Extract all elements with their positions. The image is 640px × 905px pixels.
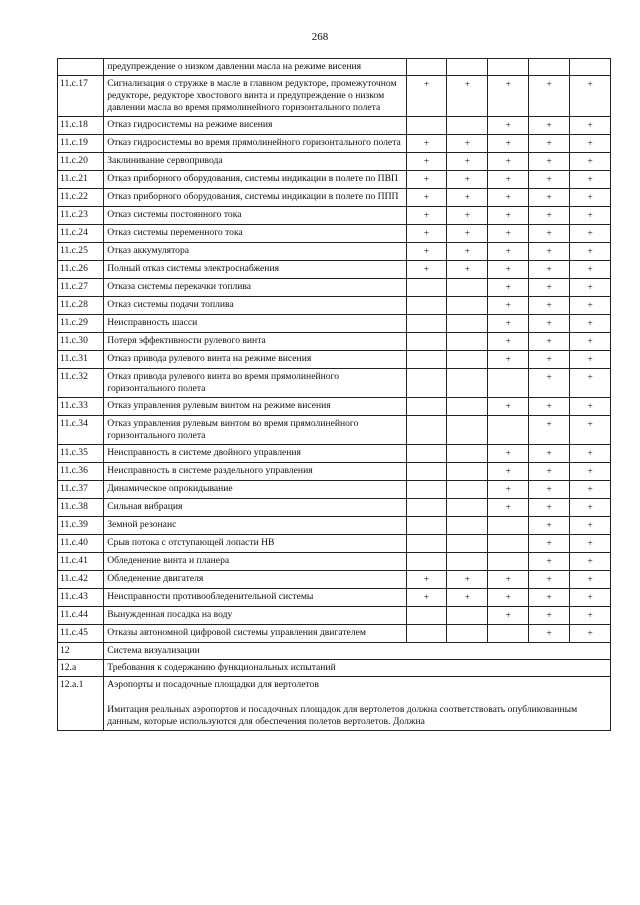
row-mark: + bbox=[570, 117, 611, 135]
row-mark: + bbox=[570, 207, 611, 225]
row-code: 11.c.41 bbox=[58, 553, 104, 571]
row-mark: + bbox=[570, 351, 611, 369]
row-mark: + bbox=[447, 153, 488, 171]
row-mark: + bbox=[529, 553, 570, 571]
row-mark: + bbox=[447, 76, 488, 117]
row-mark: + bbox=[447, 261, 488, 279]
row-mark bbox=[447, 607, 488, 625]
row-code: 11.c.44 bbox=[58, 607, 104, 625]
row-code: 11.c.26 bbox=[58, 261, 104, 279]
row-mark: + bbox=[406, 153, 447, 171]
table-row bbox=[58, 517, 611, 535]
table-row bbox=[58, 117, 611, 135]
row-mark: + bbox=[488, 481, 529, 499]
row-description: Обледенение винта и планера bbox=[104, 553, 406, 571]
row-mark: + bbox=[570, 589, 611, 607]
row-mark bbox=[447, 535, 488, 553]
table-row bbox=[58, 369, 611, 398]
row-mark: + bbox=[570, 445, 611, 463]
row-mark bbox=[406, 445, 447, 463]
row-mark: + bbox=[406, 189, 447, 207]
row-mark: + bbox=[529, 607, 570, 625]
row-mark: + bbox=[406, 207, 447, 225]
row-mark bbox=[447, 369, 488, 398]
row-code: 11.c.38 bbox=[58, 499, 104, 517]
row-description: Отказ гидросистемы на режиме висения bbox=[104, 117, 406, 135]
row-mark: + bbox=[529, 535, 570, 553]
row-mark: + bbox=[529, 351, 570, 369]
row-code: 11.c.45 bbox=[58, 625, 104, 643]
row-mark bbox=[406, 279, 447, 297]
row-description: Неисправность в системе двойного управления bbox=[104, 445, 406, 463]
row-mark bbox=[406, 607, 447, 625]
section-row bbox=[58, 643, 611, 660]
table-row bbox=[58, 481, 611, 499]
row-mark bbox=[488, 416, 529, 445]
row-description: Отказ аккумулятора bbox=[104, 243, 406, 261]
row-mark bbox=[406, 499, 447, 517]
row-mark: + bbox=[406, 589, 447, 607]
row-description: Сигнализация о стружке в масле в главном редукторе, промежуточном редукторе, редукторе хвостового винта и предупреждение о низком давлении масла во время прямолинейного горизонтального полета bbox=[104, 76, 406, 117]
row-mark: + bbox=[529, 76, 570, 117]
row-mark: + bbox=[488, 117, 529, 135]
row-code: 11.c.34 bbox=[58, 416, 104, 445]
row-mark: + bbox=[488, 135, 529, 153]
row-mark: + bbox=[488, 279, 529, 297]
row-code: 11.c.42 bbox=[58, 571, 104, 589]
page-number: 268 bbox=[311, 31, 329, 43]
row-mark bbox=[406, 117, 447, 135]
row-description: Обледенение двигателя bbox=[104, 571, 406, 589]
row-mark bbox=[447, 398, 488, 416]
row-mark: + bbox=[529, 297, 570, 315]
row-mark: + bbox=[406, 76, 447, 117]
row-mark: + bbox=[529, 333, 570, 351]
table-row bbox=[58, 171, 611, 189]
row-mark: + bbox=[529, 315, 570, 333]
row-description: Отказ управления рулевым винтом во время прямолинейного горизонтального полета bbox=[104, 416, 406, 445]
section-content bbox=[104, 677, 611, 731]
row-description: Отказ приборного оборудования, системы индикации в полете по ПВП bbox=[104, 171, 406, 189]
table-row bbox=[58, 445, 611, 463]
row-mark: + bbox=[406, 225, 447, 243]
row-description: Динамическое опрокидывание bbox=[104, 481, 406, 499]
row-mark bbox=[406, 463, 447, 481]
table-row bbox=[58, 59, 611, 76]
row-mark: + bbox=[570, 225, 611, 243]
section-row bbox=[58, 660, 611, 677]
row-description: Полный отказ системы электроснабжения bbox=[104, 261, 406, 279]
section-row bbox=[58, 677, 611, 731]
row-mark: + bbox=[529, 207, 570, 225]
row-mark bbox=[406, 297, 447, 315]
row-code: 11.c.24 bbox=[58, 225, 104, 243]
table-row bbox=[58, 553, 611, 571]
row-code bbox=[58, 59, 104, 76]
row-mark: + bbox=[529, 589, 570, 607]
row-mark: + bbox=[529, 571, 570, 589]
section-code: 12.a.1 bbox=[58, 677, 104, 731]
requirements-table-body bbox=[58, 59, 611, 643]
row-mark: + bbox=[488, 207, 529, 225]
row-code: 11.c.27 bbox=[58, 279, 104, 297]
requirements-table bbox=[57, 58, 611, 731]
row-mark bbox=[488, 369, 529, 398]
row-mark bbox=[447, 297, 488, 315]
row-description: Потеря эффективности рулевого винта bbox=[104, 333, 406, 351]
row-mark: + bbox=[447, 571, 488, 589]
table-row bbox=[58, 225, 611, 243]
table-row bbox=[58, 463, 611, 481]
row-description: Отказы автономной цифровой системы управления двигателем bbox=[104, 625, 406, 643]
row-mark bbox=[447, 445, 488, 463]
row-mark: + bbox=[529, 416, 570, 445]
row-mark: + bbox=[570, 553, 611, 571]
row-mark bbox=[447, 481, 488, 499]
row-mark bbox=[406, 351, 447, 369]
row-description: Отказ управления рулевым винтом на режиме висения bbox=[104, 398, 406, 416]
row-mark bbox=[488, 535, 529, 553]
row-code: 11.c.29 bbox=[58, 315, 104, 333]
table-row bbox=[58, 297, 611, 315]
row-mark: + bbox=[529, 171, 570, 189]
row-mark: + bbox=[488, 297, 529, 315]
row-mark bbox=[488, 517, 529, 535]
row-mark: + bbox=[529, 369, 570, 398]
row-description: Вынужденная посадка на воду bbox=[104, 607, 406, 625]
row-mark: + bbox=[570, 625, 611, 643]
row-mark bbox=[488, 625, 529, 643]
row-mark bbox=[447, 279, 488, 297]
row-mark bbox=[406, 333, 447, 351]
row-code: 11.c.36 bbox=[58, 463, 104, 481]
row-mark bbox=[447, 117, 488, 135]
table-row bbox=[58, 607, 611, 625]
row-description: Отказ гидросистемы во время прямолинейного горизонтального полета bbox=[104, 135, 406, 153]
row-mark: + bbox=[570, 369, 611, 398]
row-mark: + bbox=[406, 135, 447, 153]
table-row bbox=[58, 589, 611, 607]
row-mark: + bbox=[570, 315, 611, 333]
row-code: 11.c.40 bbox=[58, 535, 104, 553]
row-mark: + bbox=[570, 261, 611, 279]
table-row bbox=[58, 625, 611, 643]
row-mark: + bbox=[406, 243, 447, 261]
row-mark: + bbox=[570, 76, 611, 117]
row-mark: + bbox=[529, 135, 570, 153]
row-mark: + bbox=[570, 189, 611, 207]
row-mark: + bbox=[488, 589, 529, 607]
row-mark bbox=[406, 625, 447, 643]
table-row bbox=[58, 333, 611, 351]
row-mark: + bbox=[529, 398, 570, 416]
row-description: Отказа системы перекачки топлива bbox=[104, 279, 406, 297]
row-mark bbox=[447, 416, 488, 445]
row-mark: + bbox=[488, 351, 529, 369]
row-mark: + bbox=[529, 261, 570, 279]
section-title: Система визуализации bbox=[104, 643, 611, 660]
row-mark bbox=[406, 59, 447, 76]
row-code: 11.c.43 bbox=[58, 589, 104, 607]
row-mark: + bbox=[570, 243, 611, 261]
row-mark: + bbox=[447, 243, 488, 261]
row-mark bbox=[488, 59, 529, 76]
row-mark bbox=[447, 315, 488, 333]
row-mark bbox=[447, 553, 488, 571]
row-mark: + bbox=[488, 607, 529, 625]
row-mark: + bbox=[488, 463, 529, 481]
row-mark: + bbox=[570, 416, 611, 445]
row-mark bbox=[406, 553, 447, 571]
row-mark bbox=[529, 59, 570, 76]
row-description: Неисправность шасси bbox=[104, 315, 406, 333]
row-code: 11.c.22 bbox=[58, 189, 104, 207]
row-mark: + bbox=[529, 225, 570, 243]
table-row bbox=[58, 153, 611, 171]
row-mark bbox=[488, 553, 529, 571]
row-mark bbox=[447, 499, 488, 517]
table-row bbox=[58, 243, 611, 261]
table-row bbox=[58, 76, 611, 117]
row-description: Отказ системы постоянного тока bbox=[104, 207, 406, 225]
section-code: 12.a bbox=[58, 660, 104, 677]
row-mark: + bbox=[529, 189, 570, 207]
row-mark: + bbox=[488, 333, 529, 351]
row-mark: + bbox=[529, 499, 570, 517]
row-mark bbox=[570, 59, 611, 76]
row-mark: + bbox=[447, 207, 488, 225]
row-mark: + bbox=[488, 315, 529, 333]
section-title: Аэропорты и посадочные площадки для вертолетов bbox=[107, 679, 319, 690]
row-code: 11.c.35 bbox=[58, 445, 104, 463]
table-row bbox=[58, 189, 611, 207]
row-mark: + bbox=[570, 333, 611, 351]
table-row bbox=[58, 416, 611, 445]
row-code: 11.c.19 bbox=[58, 135, 104, 153]
row-code: 11.c.31 bbox=[58, 351, 104, 369]
row-mark: + bbox=[447, 589, 488, 607]
table-row bbox=[58, 261, 611, 279]
row-mark: + bbox=[529, 625, 570, 643]
row-description: Заклинивание сервопривода bbox=[104, 153, 406, 171]
row-mark: + bbox=[488, 445, 529, 463]
row-mark bbox=[406, 398, 447, 416]
row-description: Земной резонанс bbox=[104, 517, 406, 535]
row-mark: + bbox=[488, 243, 529, 261]
row-description: Отказ привода рулевого винта на режиме висения bbox=[104, 351, 406, 369]
row-mark: + bbox=[488, 171, 529, 189]
row-mark: + bbox=[570, 463, 611, 481]
row-mark: + bbox=[570, 153, 611, 171]
table-row bbox=[58, 398, 611, 416]
row-mark: + bbox=[529, 517, 570, 535]
row-mark bbox=[406, 535, 447, 553]
row-code: 11.c.21 bbox=[58, 171, 104, 189]
row-code: 11.c.23 bbox=[58, 207, 104, 225]
row-mark: + bbox=[488, 153, 529, 171]
row-description: Отказ приборного оборудования, системы индикации в полете по ППП bbox=[104, 189, 406, 207]
row-code: 11.c.18 bbox=[58, 117, 104, 135]
row-code: 11.c.17 bbox=[58, 76, 104, 117]
row-mark: + bbox=[447, 189, 488, 207]
row-description: Отказ системы подачи топлива bbox=[104, 297, 406, 315]
row-mark: + bbox=[529, 463, 570, 481]
table-row bbox=[58, 351, 611, 369]
row-mark: + bbox=[488, 76, 529, 117]
row-mark: + bbox=[570, 171, 611, 189]
section-rows bbox=[58, 643, 611, 731]
section-code: 12 bbox=[58, 643, 104, 660]
row-mark: + bbox=[406, 571, 447, 589]
row-mark bbox=[447, 333, 488, 351]
row-code: 11.c.37 bbox=[58, 481, 104, 499]
row-description: Отказ привода рулевого винта во время прямолинейного горизонтального полета bbox=[104, 369, 406, 398]
row-mark: + bbox=[406, 261, 447, 279]
row-mark: + bbox=[488, 398, 529, 416]
row-mark: + bbox=[529, 445, 570, 463]
row-mark: + bbox=[570, 135, 611, 153]
row-code: 11.c.28 bbox=[58, 297, 104, 315]
row-mark bbox=[447, 463, 488, 481]
row-description: Отказ системы переменного тока bbox=[104, 225, 406, 243]
row-mark: + bbox=[529, 153, 570, 171]
row-mark bbox=[447, 351, 488, 369]
row-mark: + bbox=[488, 225, 529, 243]
row-mark: + bbox=[529, 117, 570, 135]
row-mark: + bbox=[570, 517, 611, 535]
row-mark bbox=[406, 517, 447, 535]
table-row bbox=[58, 207, 611, 225]
table-row bbox=[58, 535, 611, 553]
row-mark: + bbox=[570, 481, 611, 499]
row-description: Неисправности противообледенительной системы bbox=[104, 589, 406, 607]
row-code: 11.c.33 bbox=[58, 398, 104, 416]
row-mark: + bbox=[488, 189, 529, 207]
row-mark: + bbox=[529, 243, 570, 261]
row-mark bbox=[447, 517, 488, 535]
row-mark bbox=[447, 59, 488, 76]
row-mark: + bbox=[529, 279, 570, 297]
row-mark bbox=[406, 416, 447, 445]
row-code: 11.c.30 bbox=[58, 333, 104, 351]
row-mark: + bbox=[570, 571, 611, 589]
row-mark: + bbox=[529, 481, 570, 499]
table-row bbox=[58, 135, 611, 153]
row-mark bbox=[406, 369, 447, 398]
row-mark bbox=[447, 625, 488, 643]
row-code: 11.c.25 bbox=[58, 243, 104, 261]
table-row bbox=[58, 315, 611, 333]
row-code: 11.c.32 bbox=[58, 369, 104, 398]
section-paragraph: Имитация реальных аэропортов и посадочных площадок для вертолетов должна соответствовать опубликованным данным, которые используются для обеспечения полетов вертолетов. Должна bbox=[107, 704, 578, 727]
row-description: Сильная вибрация bbox=[104, 499, 406, 517]
row-mark: + bbox=[488, 261, 529, 279]
row-mark: + bbox=[570, 499, 611, 517]
row-mark: + bbox=[447, 135, 488, 153]
page-bottom-edge bbox=[0, 884, 640, 905]
row-mark: + bbox=[488, 571, 529, 589]
row-code: 11.c.20 bbox=[58, 153, 104, 171]
table-row bbox=[58, 571, 611, 589]
row-mark: + bbox=[406, 171, 447, 189]
row-mark: + bbox=[488, 499, 529, 517]
row-mark: + bbox=[447, 225, 488, 243]
row-description: предупреждение о низком давлении масла на режиме висения bbox=[104, 59, 406, 76]
row-description: Неисправность в системе раздельного управления bbox=[104, 463, 406, 481]
table-row bbox=[58, 499, 611, 517]
section-title: Требования к содержанию функциональных испытаний bbox=[104, 660, 611, 677]
row-mark bbox=[406, 315, 447, 333]
row-mark bbox=[406, 481, 447, 499]
table-row bbox=[58, 279, 611, 297]
row-mark: + bbox=[570, 535, 611, 553]
row-mark: + bbox=[570, 607, 611, 625]
row-mark: + bbox=[570, 398, 611, 416]
row-description: Срыв потока с отступающей лопасти НВ bbox=[104, 535, 406, 553]
row-code: 11.c.39 bbox=[58, 517, 104, 535]
row-mark: + bbox=[447, 171, 488, 189]
row-mark: + bbox=[570, 297, 611, 315]
row-mark: + bbox=[570, 279, 611, 297]
